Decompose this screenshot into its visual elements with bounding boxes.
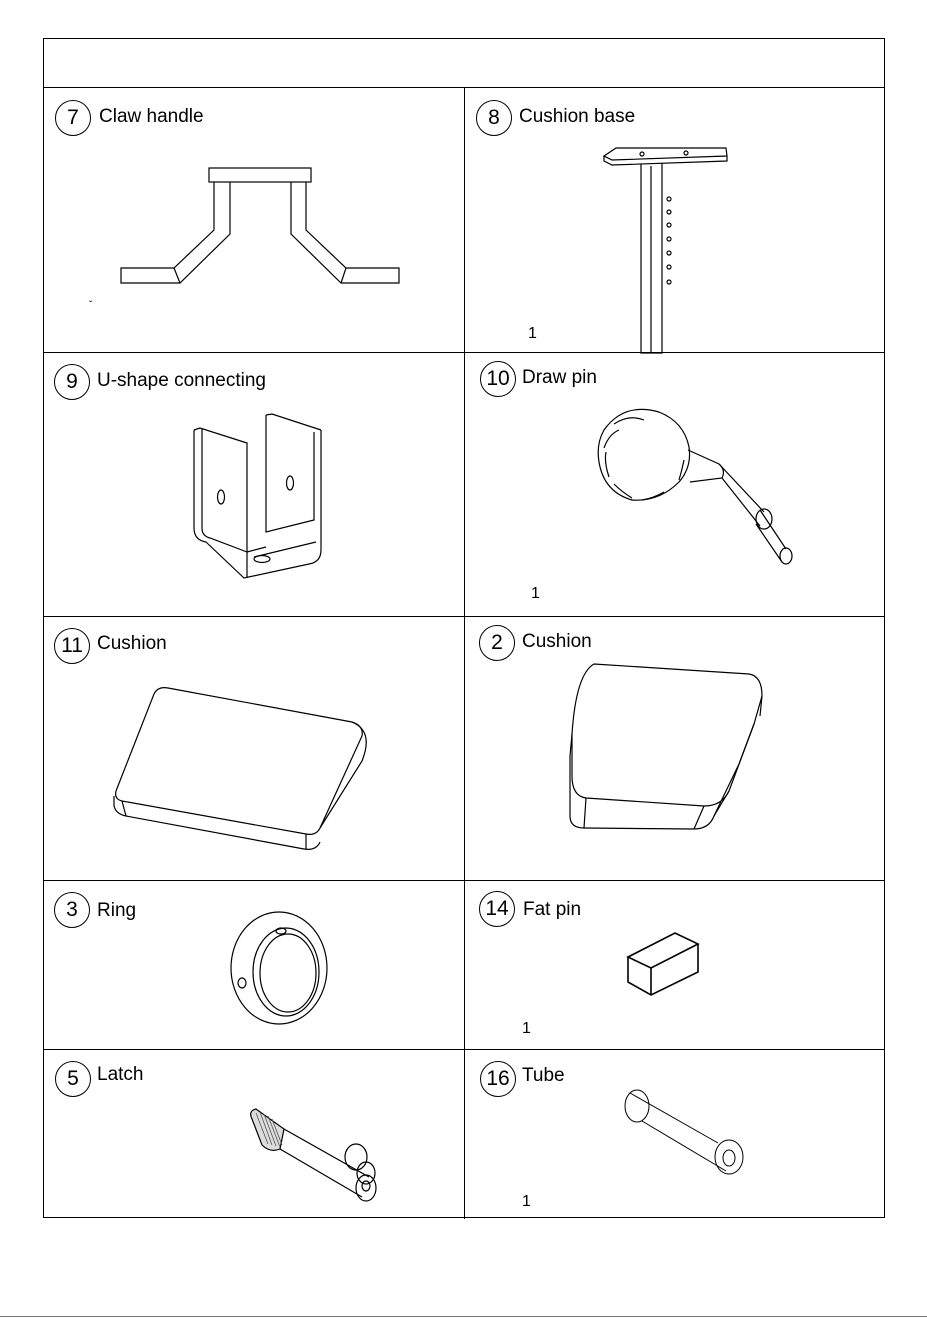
cushion-2-illustration — [464, 616, 886, 880]
part-cell-cushion-base — [464, 88, 886, 352]
ring-illustration — [44, 880, 464, 1049]
part-name: Tube — [522, 1065, 565, 1086]
part-name: Claw handle — [99, 106, 204, 127]
part-number: 10 — [480, 361, 516, 397]
part-cell-draw-pin — [464, 352, 886, 616]
part-name: Fat pin — [523, 899, 582, 920]
part-name: Latch — [97, 1064, 144, 1085]
part-name: Cushion base — [519, 106, 636, 127]
page-bottom-edge — [0, 1316, 927, 1317]
tube-illustration — [464, 1049, 886, 1219]
part-quantity: 1 — [522, 1020, 531, 1037]
cushion-base-illustration — [464, 88, 886, 352]
part-number: 8 — [476, 100, 512, 136]
part-name: Ring — [97, 900, 137, 921]
part-name: U-shape connecting — [97, 370, 266, 391]
parts-list-sheet — [43, 38, 885, 1218]
part-number: 14 — [479, 891, 515, 927]
part-cell-claw-handle — [44, 88, 464, 352]
part-cell-tube — [464, 1049, 886, 1219]
part-quantity: 1 — [528, 325, 537, 342]
draw-pin-illustration — [464, 352, 886, 616]
part-name: Cushion — [97, 633, 167, 654]
part-cell-cushion-11 — [44, 616, 464, 880]
part-number: 9 — [54, 364, 90, 400]
part-cell-ring — [44, 880, 464, 1049]
part-name: Cushion — [522, 631, 592, 652]
part-quantity: 1 — [522, 1193, 531, 1210]
part-cell-cushion-2 — [464, 616, 886, 880]
part-quantity: 1 — [531, 585, 540, 602]
part-number: 11 — [54, 628, 90, 664]
header-row — [44, 39, 884, 88]
svg-text:ˇ: ˇ — [89, 300, 93, 311]
part-number: 7 — [55, 100, 91, 136]
part-cell-fat-pin — [464, 880, 886, 1049]
claw-handle-illustration — [44, 88, 464, 352]
part-number: 3 — [54, 892, 90, 928]
fat-pin-illustration — [464, 880, 886, 1049]
u-shape-illustration — [44, 352, 464, 616]
cushion-11-illustration — [44, 616, 464, 880]
part-cell-u-shape-connecting — [44, 352, 464, 616]
part-cell-latch — [44, 1049, 464, 1219]
part-number: 5 — [55, 1061, 91, 1097]
part-number: 16 — [480, 1061, 516, 1097]
part-number: 2 — [479, 625, 515, 661]
part-name: Draw pin — [522, 367, 597, 388]
latch-illustration — [44, 1049, 464, 1219]
